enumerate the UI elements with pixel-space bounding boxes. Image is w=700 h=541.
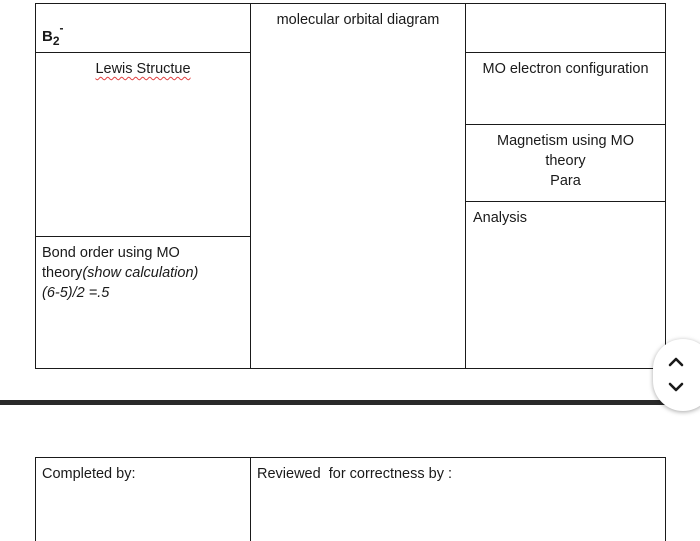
analysis-label: Analysis	[473, 210, 527, 226]
lewis-structure-label: Lewis Structue	[95, 61, 191, 77]
magnetism-line2: theory	[545, 153, 586, 169]
bond-order-calculation: (6-5)/2 =.5	[42, 285, 110, 301]
bond-order-show-calculation: (show calculation)	[82, 265, 199, 281]
bond-order-label	[42, 243, 247, 303]
species-formula	[42, 18, 64, 51]
magnetism-label	[466, 131, 665, 191]
chevron-up-icon[interactable]	[668, 354, 684, 370]
magnetism-line1: Magnetism using MO	[497, 133, 634, 149]
bond-order-line2	[42, 263, 247, 283]
species-charge: -	[59, 21, 64, 35]
species-base: B	[42, 28, 53, 45]
mo-electron-config-label: MO electron configuration	[482, 61, 649, 77]
mo-diagram-heading: molecular orbital diagram	[276, 12, 440, 28]
page-separator	[0, 400, 700, 405]
species-subscript: 2	[52, 34, 60, 48]
lewis-structure-cell-label	[36, 59, 250, 79]
bond-order-line1: Bond order using MO	[42, 245, 180, 261]
bond-order-theory: theory	[42, 265, 83, 281]
reviewed-by-label: Reviewed for correctness by :	[257, 466, 453, 482]
completed-by-label: Completed by:	[42, 466, 136, 482]
page-nav-button[interactable]	[653, 339, 700, 411]
magnetism-answer: Para	[550, 173, 581, 189]
chevron-down-icon[interactable]	[668, 379, 684, 395]
